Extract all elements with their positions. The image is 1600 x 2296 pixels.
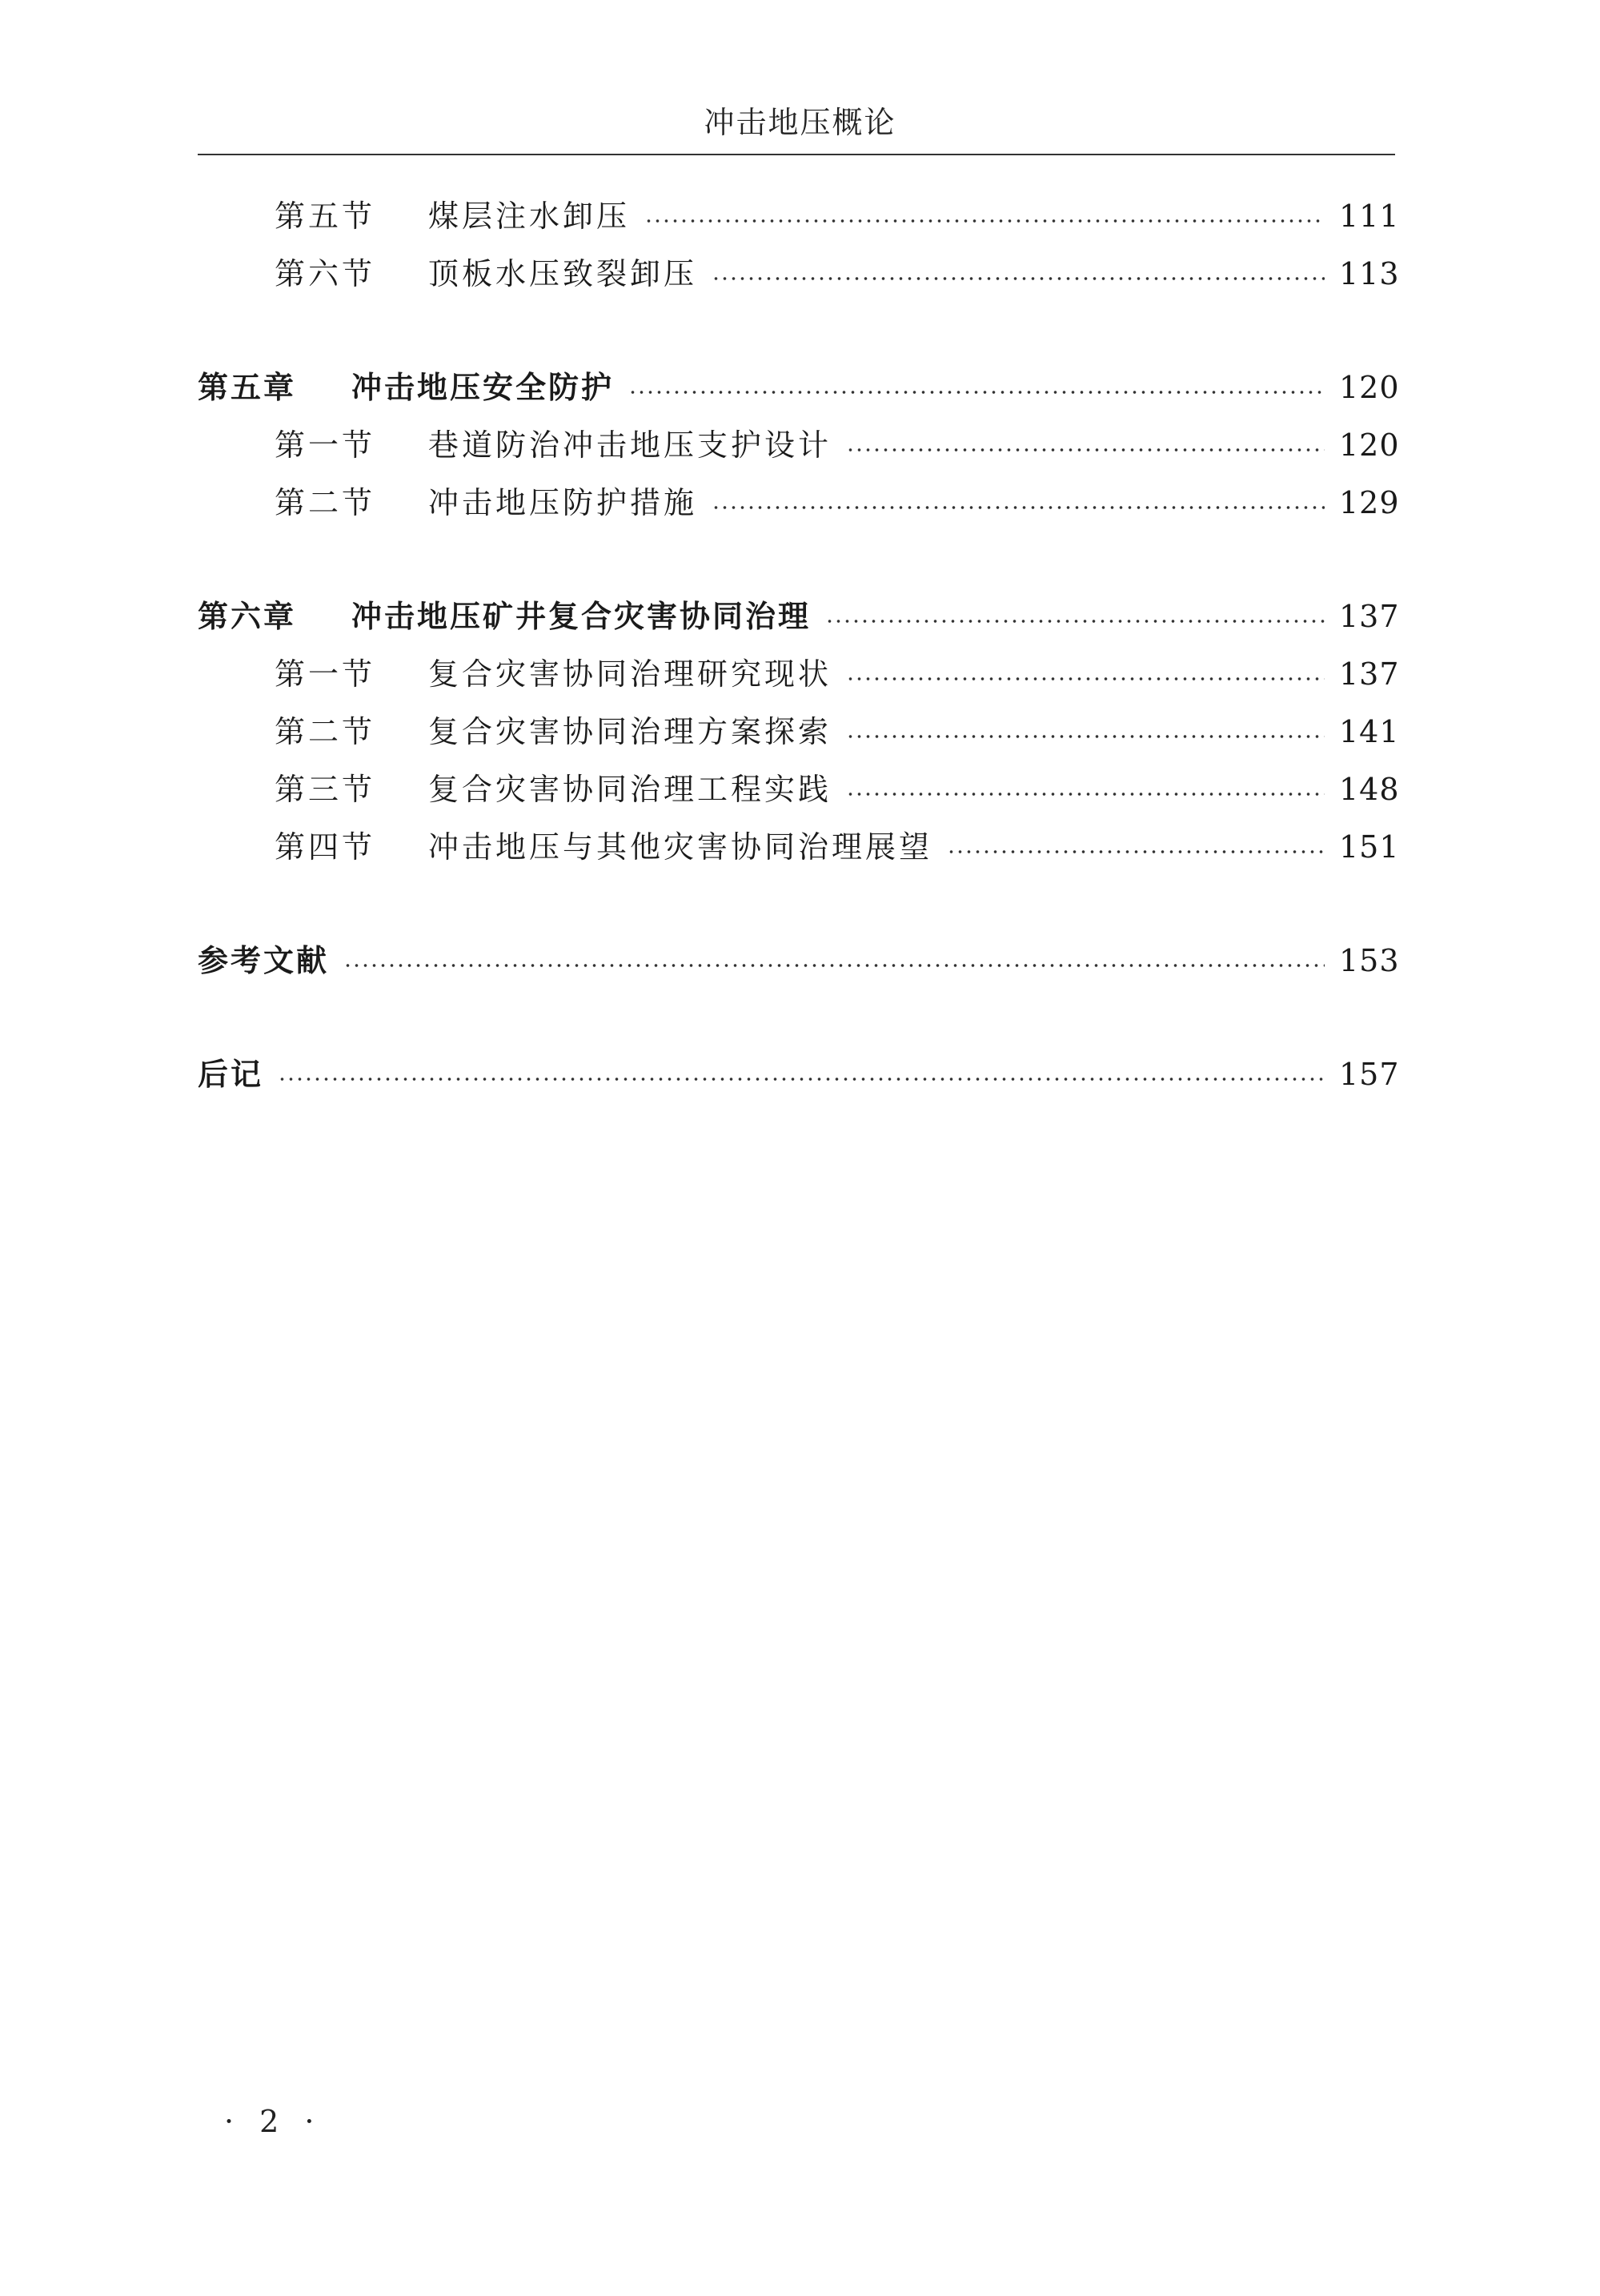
toc-entry-label: 第六节 (275, 256, 376, 291)
dot-leader (846, 446, 1325, 454)
toc-entry-label: 第二节 (275, 714, 376, 749)
toc-entry-title: 复合灾害协同治理工程实践 (428, 772, 832, 807)
toc-entry-section[interactable] (198, 767, 1400, 812)
toc-entry-label: 第三节 (275, 772, 376, 807)
toc-entry-page: 137 (1339, 656, 1400, 692)
dot-leader (846, 733, 1325, 741)
dot-leader (343, 961, 1325, 969)
toc-entry-section[interactable] (198, 423, 1400, 468)
toc-entry-title: 冲击地压与其他灾害协同治理展望 (428, 829, 933, 865)
toc-entry-title: 冲击地压防护措施 (428, 485, 698, 520)
toc-entry-page: 148 (1339, 772, 1400, 807)
toc-entry-label: 第六章 (198, 599, 297, 634)
dot-leader (628, 388, 1325, 396)
toc-entry-references[interactable] (198, 938, 1400, 983)
toc-entry-label: 后记 (198, 1057, 264, 1092)
toc-entry-page: 111 (1339, 199, 1400, 234)
toc-entry-afterword[interactable] (198, 1052, 1400, 1097)
dot-leader (644, 217, 1325, 225)
toc-entry-page: 157 (1339, 1057, 1400, 1092)
toc-entry-page: 141 (1339, 714, 1400, 749)
toc-entry-title: 冲击地压安全防护 (351, 370, 615, 405)
dot-leader (825, 617, 1325, 625)
toc-entry-label: 第一节 (275, 656, 376, 692)
toc-entry-title: 复合灾害协同治理方案探索 (428, 714, 832, 749)
toc-entry-label: 第五章 (198, 370, 297, 405)
toc-entry-section[interactable] (198, 709, 1400, 754)
page-number: · 2 · (224, 2104, 323, 2139)
dot-leader (712, 504, 1325, 512)
toc-entry-section[interactable] (198, 480, 1400, 525)
toc-entry-page: 120 (1339, 427, 1400, 463)
toc-entry-section[interactable] (198, 251, 1400, 296)
toc-entry-page: 129 (1339, 485, 1400, 520)
toc-entry-title: 复合灾害协同治理研究现状 (428, 656, 832, 692)
toc-entry-section[interactable] (198, 652, 1400, 696)
dot-leader (947, 848, 1325, 856)
toc-entry-chapter[interactable] (198, 365, 1400, 410)
toc-entry-page: 151 (1339, 829, 1400, 865)
toc-entry-chapter[interactable] (198, 594, 1400, 639)
toc-entry-section[interactable] (198, 825, 1400, 869)
toc-entry-title: 巷道防治冲击地压支护设计 (428, 427, 832, 463)
dot-leader (712, 275, 1325, 283)
running-title: 冲击地压概论 (704, 105, 896, 140)
table-of-contents (198, 0, 1400, 2296)
toc-entry-label: 第一节 (275, 427, 376, 463)
toc-entry-page: 153 (1339, 943, 1400, 978)
toc-entry-page: 120 (1339, 370, 1400, 405)
toc-entry-title: 顶板水压致裂卸压 (428, 256, 698, 291)
toc-entry-label: 第五节 (275, 199, 376, 234)
dot-leader (846, 790, 1325, 798)
dot-leader (278, 1075, 1325, 1083)
toc-entry-page: 113 (1339, 256, 1400, 291)
toc-entry-label: 参考文献 (198, 943, 330, 978)
toc-entry-label: 第二节 (275, 485, 376, 520)
toc-entry-label: 第四节 (275, 829, 376, 865)
toc-entry-section[interactable] (198, 194, 1400, 239)
toc-entry-title: 冲击地压矿井复合灾害协同治理 (351, 599, 812, 634)
toc-entry-page: 137 (1339, 599, 1400, 634)
dot-leader (846, 675, 1325, 683)
toc-entry-title: 煤层注水卸压 (428, 199, 631, 234)
